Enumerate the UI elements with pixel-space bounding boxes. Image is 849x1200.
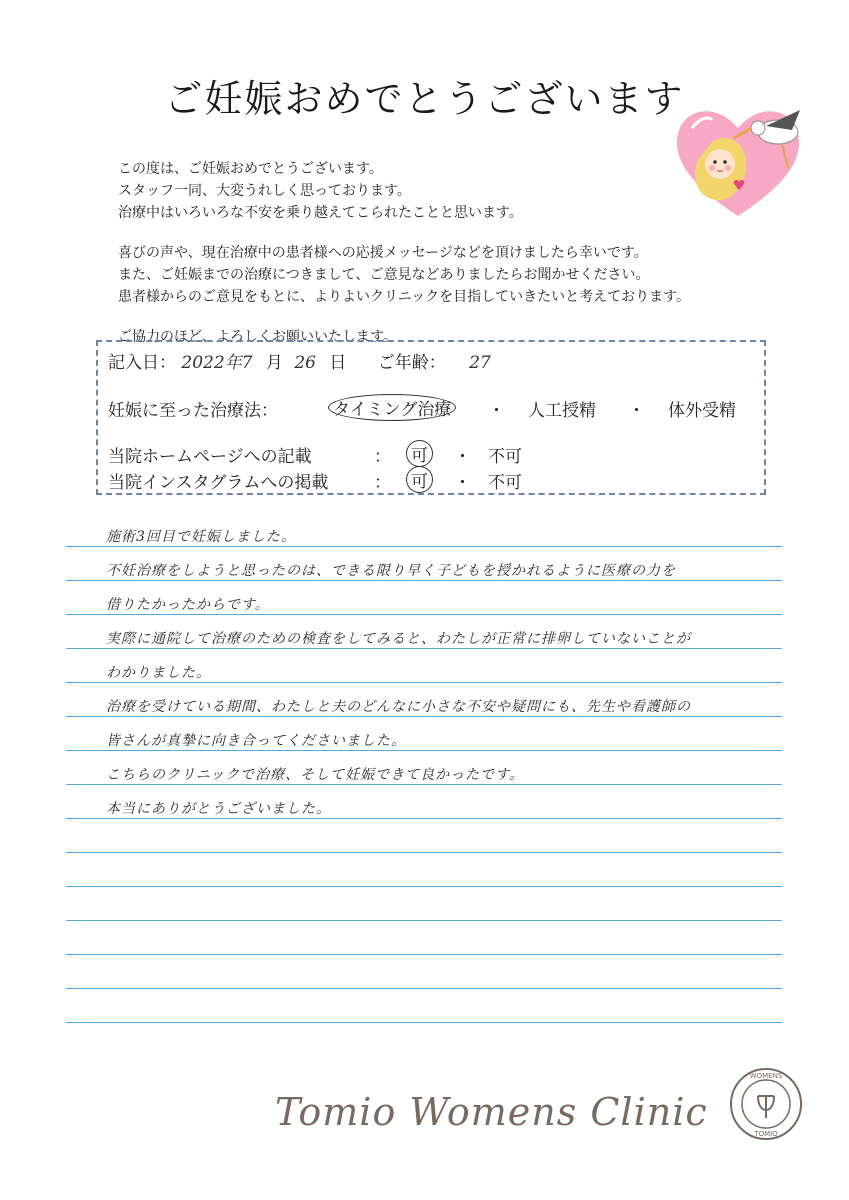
svg-text:TOMIO: TOMIO [754, 1130, 778, 1138]
day-label: 日 [329, 353, 347, 373]
date-day-value[interactable]: 26 [294, 353, 316, 373]
message-line: 皆さんが真摯に向き合ってくださいました。 [106, 733, 406, 749]
instagram-consent-row [108, 468, 758, 493]
treatment-separator: ・ [488, 401, 505, 421]
colon: ： [374, 473, 391, 493]
message-line: 実際に通院して治療のための検査をしてみると、わたしが正常に排卵していないことが [106, 631, 691, 647]
age-label: ご年齢： [377, 353, 446, 373]
message-line: 施術3回目で妊娠しました。 [106, 529, 296, 545]
ruled-line [66, 648, 782, 649]
ruled-line [66, 716, 782, 717]
age-value[interactable]: 27 [469, 353, 491, 373]
date-label: 記入日： [108, 353, 176, 373]
message-line: こちらのクリニックで治療、そして妊娠できて良かったです。 [106, 767, 525, 783]
ruled-line [66, 886, 782, 887]
treatment-option-timing[interactable]: タイミング治療 [328, 394, 456, 421]
homepage-allow-option[interactable]: 可 [406, 440, 433, 467]
date-year-month-value[interactable]: 2022年7 [181, 353, 253, 373]
intro-line: 治療中はいろいろな不安を乗り越えてこられたことと思います。 [118, 205, 523, 221]
svg-text:WOMENS: WOMENS [749, 1072, 783, 1080]
ruled-line [66, 920, 782, 921]
ruled-line [66, 954, 782, 955]
option-separator: ・ [454, 447, 471, 467]
message-line: 本当にありがとうございました。 [106, 801, 331, 817]
clinic-seal-icon [728, 1066, 804, 1142]
month-label: 月 [265, 353, 283, 373]
message-line: 不妊治療をしようと思ったのは、できる限り早く子どもを授かれるように医療の力を [106, 563, 676, 579]
ruled-line [66, 784, 782, 785]
intro-line: 患者様からのご意見をもとに、よりよいクリニックを目指していきたいと考えております。 [118, 289, 691, 305]
treatment-option-insemination[interactable]: 人工授精 [528, 401, 596, 421]
instagram-label: 当院インスタグラムへの掲載 [108, 473, 329, 493]
ruled-line [66, 750, 782, 751]
treatment-label: 妊娠に至った治療法： [108, 401, 278, 421]
treatment-separator: ・ [628, 401, 645, 421]
colon: ： [374, 447, 391, 467]
intro-line: スタッフ一同、大変うれしく思っております。 [118, 183, 411, 199]
date-age-row [108, 348, 491, 373]
intro-line: ご協力のほど、よろしくお願いいたします。 [118, 329, 397, 345]
message-line: 治療を受けている期間、わたしと夫のどんなに小さな不安や疑問にも、先生や看護師の [106, 699, 691, 715]
intro-line: 喜びの声や、現在治療中の患者様への応援メッセージなどを頂けましたら幸いです。 [118, 245, 648, 261]
ruled-line [66, 614, 782, 615]
treatment-option-ivf[interactable]: 体外受精 [668, 401, 736, 421]
page-title: ご妊娠おめでとうございます [164, 77, 685, 121]
ruled-line [66, 988, 782, 989]
ruled-line [66, 852, 782, 853]
ruled-line [66, 818, 782, 819]
ruled-line [66, 546, 782, 547]
treatment-row [108, 396, 758, 421]
instagram-disallow-option[interactable]: 不可 [488, 473, 522, 493]
message-line: 借りたかったからです。 [106, 597, 270, 613]
intro-line: また、ご妊娠までの治療につきまして、ご意見などありましたらお聞かせください。 [118, 267, 650, 283]
intro-line: この度は、ご妊娠おめでとうございます。 [118, 161, 383, 177]
clinic-name-logo: Tomio Womens Clinic [275, 1090, 708, 1134]
ruled-line [66, 1022, 782, 1023]
option-separator: ・ [454, 473, 471, 493]
message-line: わかりました。 [106, 665, 211, 681]
homepage-consent-row [108, 442, 758, 467]
message-lined-area[interactable] [66, 520, 782, 1040]
intro-text [118, 158, 798, 348]
ruled-line [66, 580, 782, 581]
homepage-label: 当院ホームページへの記載 [108, 447, 312, 467]
instagram-allow-option[interactable]: 可 [406, 466, 433, 493]
homepage-disallow-option[interactable]: 不可 [488, 447, 522, 467]
survey-form-box [96, 340, 766, 495]
ruled-line [66, 682, 782, 683]
